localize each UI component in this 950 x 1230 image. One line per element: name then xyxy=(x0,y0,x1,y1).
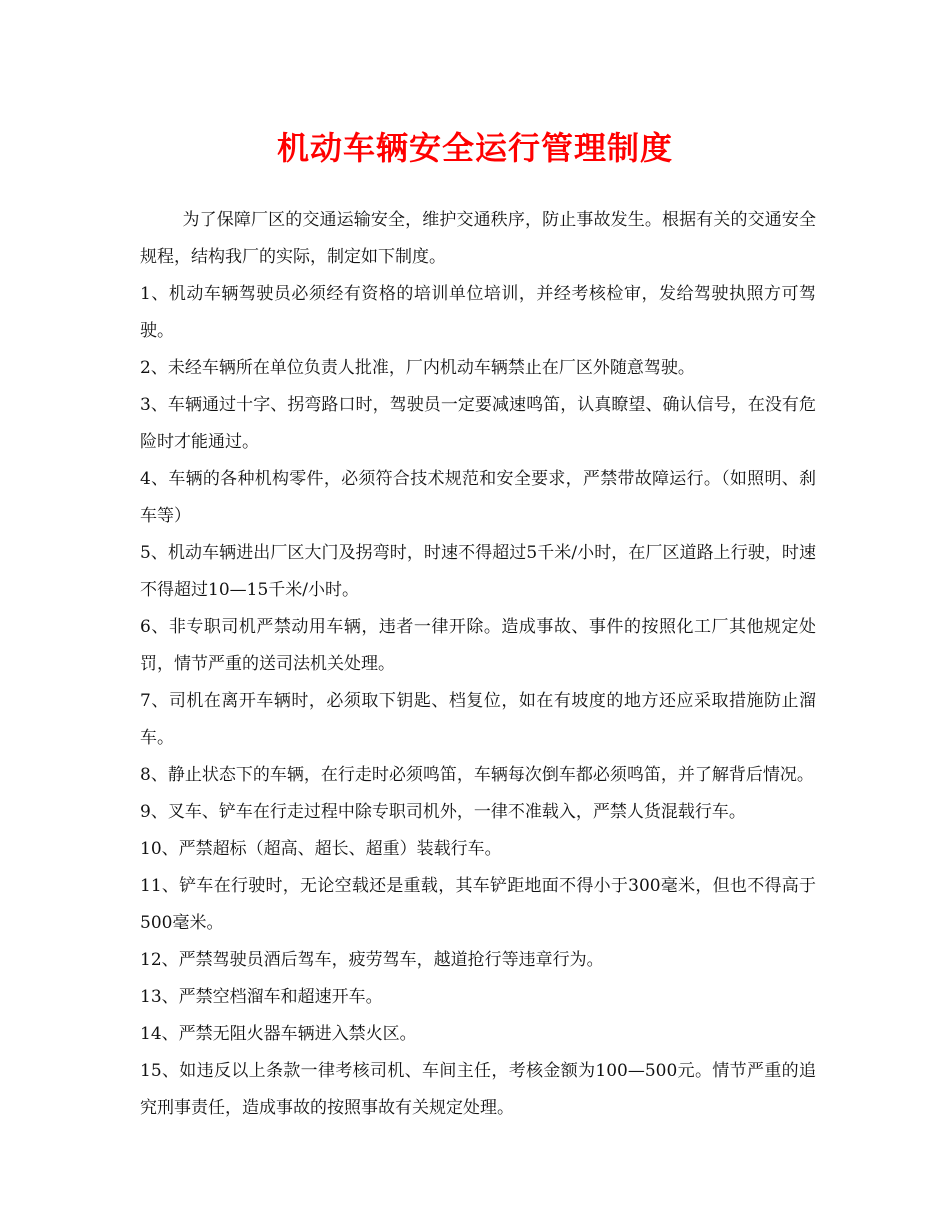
rule-6: 6、非专职司机严禁动用车辆，违者一律开除。造成事故、事件的按照化工厂其他规定处罚，情节严重的送司法机关处理。 xyxy=(140,617,816,674)
rule-12: 12、严禁驾驶员酒后驾车，疲劳驾车，越道抢行等违章行为。 xyxy=(140,950,604,970)
intro-paragraph: 为了保障厂区的交通运输安全，维护交通秩序，防止事故发生。根据有关的交通安全规程，结构我厂的实际，制定如下制度。 xyxy=(140,210,816,267)
rule-11: 11、铲车在行驶时，无论空载还是重载，其车铲距地面不得小于300毫米，但也不得高于500毫米。 xyxy=(140,876,816,933)
rule-3: 3、车辆通过十字、拐弯路口时，驾驶员一定要减速鸣笛，认真瞭望、确认信号，在没有危险时才能通过。 xyxy=(140,395,816,452)
rule-13: 13、严禁空档溜车和超速开车。 xyxy=(140,987,383,1007)
rule-4: 4、车辆的各种机构零件，必须符合技术规范和安全要求，严禁带故障运行。（如照明、刹车等） xyxy=(140,469,816,526)
document-title: 机动车辆安全运行管理制度 xyxy=(276,129,673,167)
rule-8: 8、静止状态下的车辆，在行走时必须鸣笛，车辆每次倒车都必须鸣笛，并了解背后情况。 xyxy=(140,765,814,785)
rule-5: 5、机动车辆进出厂区大门及拐弯时，时速不得超过5千米/小时，在厂区道路上行驶，时速不得超过10—15千米/小时。 xyxy=(140,543,816,600)
document-body xyxy=(140,202,816,1127)
rule-14: 14、严禁无阻火器车辆进入禁火区。 xyxy=(140,1024,417,1044)
rule-2: 2、未经车辆所在单位负责人批准，厂内机动车辆禁止在厂区外随意驾驶。 xyxy=(140,358,695,378)
rule-9: 9、叉车、铲车在行走过程中除专职司机外，一律不准载入，严禁人货混载行车。 xyxy=(140,802,746,822)
rule-1: 1、机动车辆驾驶员必须经有资格的培训单位培训，并经考核检审，发给驾驶执照方可驾驶。 xyxy=(140,284,816,341)
rule-10: 10、严禁超标（超高、超长、超重）装载行车。 xyxy=(140,839,502,859)
rule-15: 15、如违反以上条款一律考核司机、车间主任，考核金额为100—500元。情节严重的追究刑事责任，造成事故的按照事故有关规定处理。 xyxy=(140,1061,816,1118)
rule-7: 7、司机在离开车辆时，必须取下钥匙、档复位，如在有坡度的地方还应采取措施防止溜车。 xyxy=(140,691,816,748)
